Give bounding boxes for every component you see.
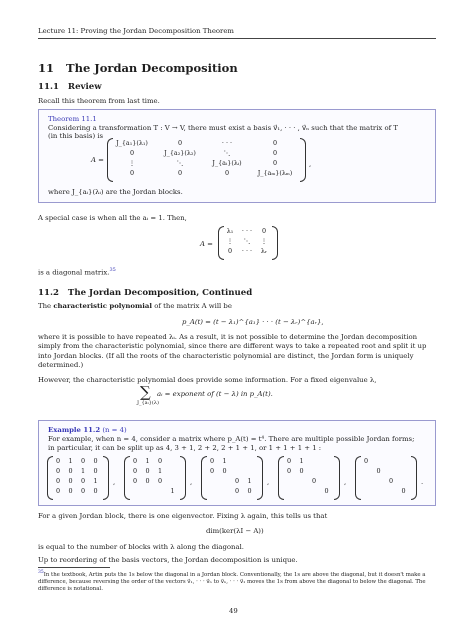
theorem-matrix (107, 138, 307, 182)
recall-text: Recall this theorem from last time. (38, 97, 160, 105)
matrix-cell: ⋮ (260, 237, 268, 245)
matrix-cell: 0 (93, 487, 98, 495)
dim-ker-equation: dim(ker(λI − A)) (206, 527, 264, 535)
matrix-cell: 1 (157, 467, 163, 475)
matrix-cell: 1 (299, 457, 304, 465)
jordan-form-matrix (124, 456, 186, 500)
matrix-cell: 1 (222, 457, 227, 465)
example-box (38, 420, 436, 506)
matrix-cell: 0 (401, 487, 406, 495)
subsection-title: The Jordan Decomposition, Continued (67, 288, 253, 298)
matrix-cell: 0 (80, 457, 86, 465)
matrix-separator: , (344, 478, 347, 486)
uniqueness-line: Up to reordering of the basis vectors, the Jordan decomposition is unique. (38, 556, 298, 564)
matrix-cell: 0 (157, 457, 163, 465)
subsection-title: Review (67, 82, 102, 92)
matrix-separator: , (267, 478, 270, 486)
matrix-cell: 0 (224, 169, 230, 177)
example-line-1: For example, when n = 4, consider a matrix where p_A(t) = t⁴. There are multiple possible Jordan forms; (48, 435, 415, 443)
paragraph-repeated-roots: where it is possible to have repeated λᵢ. As a result, it is not possible to determine the Jordan decomposition simply from the characteristic polynomial, since there are different ways to take a repeated root and split it up into Jordan blocks. (If all the roots of the characteristic polynomial are distinct, the Jordan form is uniquely determined.) (38, 333, 427, 370)
matrix-cell: 0 (68, 477, 73, 485)
matrix-cell: 0 (286, 467, 292, 475)
diagonal-note (38, 266, 116, 276)
charpoly-intro (38, 302, 232, 310)
matrix-cell: 0 (129, 169, 135, 177)
right-paren (300, 138, 306, 182)
subsection-heading-review (38, 82, 102, 92)
jordan-form-matrix (47, 456, 109, 500)
matrix-cell: ⋱ (176, 159, 184, 167)
matrix-cell: 0 (80, 487, 86, 495)
section-heading (38, 62, 238, 75)
theorem-comma: , (309, 160, 312, 168)
matrix-cell: 0 (132, 457, 138, 465)
matrix-cell: 0 (132, 477, 138, 485)
summation-subscript: J_{aᵢ}(λ) (137, 400, 159, 406)
diagonal-note-text: is a diagonal matrix. (38, 268, 110, 277)
charpoly-equation: p_A(t) = (t − λ₁)^{a₁} · · · (t − λᵣ)^{aᵣ}, (182, 318, 324, 326)
matrix-cell: 0 (177, 169, 183, 177)
theorem-where: where J_{aᵢ}(λᵢ) are the Jordan blocks. (48, 188, 183, 196)
matrix-cell: λᵣ (260, 247, 268, 255)
example-line-2: in particular, it can be split up as 4, 3 + 1, 2 + 2, 2 + 1 + 1, or 1 + 1 + 1 + 1 : (48, 444, 322, 452)
subsection-number: 11.1 (38, 82, 59, 92)
matrix-cell: 0 (272, 149, 278, 157)
matrix-cell: 0 (93, 467, 98, 475)
matrix-cell: · · · (221, 139, 233, 147)
matrix-cell: 1 (145, 457, 150, 465)
header-rule (38, 38, 436, 39)
eigenvector-line: For a given Jordan block, there is one eigenvector. Fixing λ again, this tells us that (38, 512, 328, 520)
matrix-separator: , (190, 478, 193, 486)
matrix-cell: ⋱ (243, 237, 251, 245)
example-heading (48, 426, 127, 434)
right-paren (411, 456, 417, 500)
matrix-cell: 0 (247, 487, 252, 495)
footnote (38, 569, 436, 593)
theorem-line-1: Considering a transformation T : V → V, there must exist a basis v⃗₁, · · · , v⃗ₙ such that the matrix of T (48, 124, 398, 132)
matrix-cell: 1 (93, 477, 98, 485)
subsection-number: 11.2 (38, 288, 59, 298)
matrix-cell: 0 (177, 139, 183, 147)
example-matrices-row (47, 456, 431, 502)
summation-body: aᵢ = exponent of (t − λ) in p_A(t). (157, 390, 273, 398)
matrix-cell: 0 (145, 467, 150, 475)
matrix-end: . (421, 478, 424, 486)
matrix-cell: 0 (68, 467, 73, 475)
example-condition: (n = 4) (102, 426, 127, 434)
paragraph-eigenvalue: However, the characteristic polynomial does provide some information. For a fixed eigenvalue λ, (38, 376, 377, 384)
footnote-number: 35 (38, 570, 44, 575)
section-title: The Jordan Decomposition (66, 61, 238, 75)
matrix-cell: 0 (234, 477, 240, 485)
jordan-form-matrix (201, 456, 263, 500)
matrix-cell: 0 (55, 487, 61, 495)
page-number: 49 (229, 607, 238, 615)
matrix-cell: λ₁ (226, 227, 234, 235)
footnote-rule (38, 567, 110, 568)
matrix-cell: 0 (132, 467, 138, 475)
matrix-cell: · · · (241, 247, 253, 255)
matrix-cell: 0 (227, 247, 233, 255)
matrix-cell: 0 (311, 477, 317, 485)
matrix-cell: 0 (129, 149, 135, 157)
theorem-box (38, 109, 436, 203)
diagonal-matrix (218, 226, 278, 260)
matrix-cell: 0 (286, 457, 292, 465)
matrix-separator: , (113, 478, 116, 486)
matrix-cell: 0 (272, 159, 278, 167)
matrix-cell: ⋮ (226, 237, 234, 245)
matrix-cell: ⋱ (223, 149, 231, 157)
matrix-cell: 0 (68, 487, 73, 495)
blocks-line: is equal to the number of blocks with λ along the diagonal. (38, 543, 244, 551)
jordan-form-matrix (355, 456, 417, 500)
section-number: 11 (38, 61, 55, 75)
right-paren (103, 456, 109, 500)
right-paren (257, 456, 263, 500)
matrix-cell: 0 (55, 457, 61, 465)
matrix-cell: 0 (234, 487, 240, 495)
matrix-cell: 0 (272, 139, 278, 147)
footnote-mark: 35 (109, 267, 116, 273)
matrix-cell: 0 (55, 467, 61, 475)
matrix-cell: 1 (68, 457, 73, 465)
matrix-cell: 0 (55, 477, 61, 485)
matrix-cell: 0 (93, 457, 98, 465)
matrix-cell: 0 (209, 457, 215, 465)
right-paren (272, 226, 278, 260)
matrix-cell: ⋮ (128, 159, 136, 167)
matrix-cell: 0 (222, 467, 227, 475)
matrix-cell: 0 (299, 467, 304, 475)
theorem-title: Theorem 11.1 (48, 115, 97, 123)
matrix-cell: J_{aₘ}(λₘ) (257, 169, 293, 177)
matrix-cell: · · · (241, 227, 253, 235)
matrix-cell: 1 (170, 487, 175, 495)
matrix-cell: 0 (363, 457, 369, 465)
special-case-text: A special case is when all the aᵢ = 1. Then, (38, 214, 187, 222)
jordan-form-matrix (278, 456, 340, 500)
matrix-cell: 1 (80, 467, 86, 475)
charpoly-term: characteristic polynomial (53, 302, 153, 310)
theorem-line-2: (in this basis) is (48, 132, 104, 140)
theorem-matrix-lhs: A = (91, 156, 104, 164)
running-header: Lecture 11: Proving the Jordan Decomposition Theorem (38, 27, 234, 35)
matrix-cell: 0 (145, 477, 150, 485)
charpoly-pre: The (38, 302, 52, 310)
matrix-cell: J_{aᵢ}(λᵢ) (212, 159, 242, 167)
summation-sign: ∑ (140, 383, 151, 401)
matrix-cell: 0 (261, 227, 267, 235)
matrix-cell: 1 (247, 477, 252, 485)
matrix-cell: J_{a₁}(λ₁) (116, 139, 148, 147)
matrix-cell: 0 (209, 467, 215, 475)
matrix-cell: 0 (388, 477, 394, 485)
footnote-text: In the textbook, Artin puts the 1s below the diagonal in a Jordan block. Conventionally, the 1s are above the diagonal, but it doesn't make a difference, because reversing the order of the vectors v⃗₁, · · · v⃗ₙ to v⃗ₙ, · · · v⃗₁ moves the 1s from above the diagonal to below the diagonal. The difference is notational. (38, 571, 426, 592)
matrix-cell: 0 (157, 477, 163, 485)
matrix-cell: 0 (324, 487, 329, 495)
diag-matrix-lhs: A = (200, 240, 213, 248)
example-title: Example 11.2 (48, 426, 101, 434)
subsection-heading-continued (38, 288, 252, 298)
matrix-cell: J_{a₂}(λ₂) (164, 149, 196, 157)
right-paren (334, 456, 340, 500)
charpoly-post: of the matrix A will be (154, 302, 232, 310)
right-paren (180, 456, 186, 500)
matrix-cell: 0 (376, 467, 381, 475)
matrix-cell: 0 (80, 477, 86, 485)
